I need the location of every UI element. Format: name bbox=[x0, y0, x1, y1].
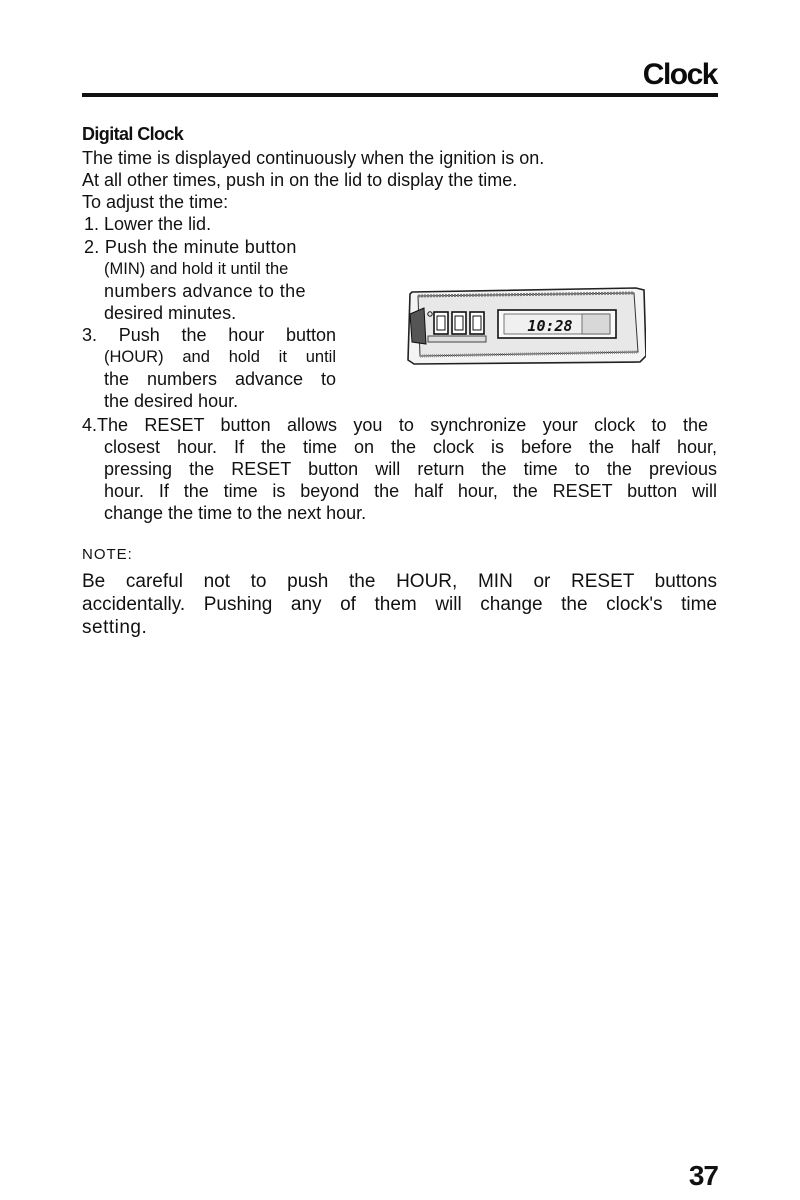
step-3-line-3: the numbers advance to bbox=[104, 369, 336, 389]
step-4-line-5: change the time to the next hour. bbox=[104, 503, 367, 523]
clock-display-time: 10:28 bbox=[527, 317, 573, 335]
intro-line-1: The time is displayed continuously when the ignition is on. bbox=[82, 148, 545, 168]
header-rule bbox=[82, 93, 718, 97]
note-label: NOTE: bbox=[82, 546, 133, 563]
note-line-2: accidentally. Pushing any of them will change the clock's time bbox=[82, 594, 717, 615]
step-4-line-2: closest hour. If the time on the clock is before the half hour, bbox=[104, 437, 717, 457]
note-line-1: Be careful not to push the HOUR, MIN or RESET buttons bbox=[82, 571, 717, 592]
step-4-line-3: pressing the RESET button will return the time to the previous bbox=[104, 459, 717, 479]
step-3-line-2: (HOUR) and hold it until bbox=[104, 348, 336, 366]
step-3-line-4: the desired hour. bbox=[104, 391, 239, 411]
section-heading: Digital Clock bbox=[82, 124, 184, 144]
intro-line-2: At all other times, push in on the lid to display the time. bbox=[82, 170, 518, 190]
note-line-3: setting. bbox=[82, 617, 148, 638]
step-1: 1. Lower the lid. bbox=[84, 214, 212, 234]
digital-clock-illustration-icon bbox=[404, 284, 646, 366]
intro-line-3: To adjust the time: bbox=[82, 192, 229, 212]
page-number: 37 bbox=[688, 1160, 718, 1191]
step-4-line-1: 4.The RESET button allows you to synchronize your clock to the bbox=[82, 415, 708, 435]
step-2-line-3: numbers advance to the bbox=[104, 281, 306, 301]
step-2-line-4: desired minutes. bbox=[104, 303, 237, 323]
step-4-line-4: hour. If the time is beyond the half hour, the RESET button will bbox=[104, 481, 717, 501]
step-2-line-2: (MIN) and hold it until the bbox=[104, 260, 289, 278]
step-2-line-1: 2. Push the minute button bbox=[84, 237, 297, 257]
step-3-line-1: 3. Push the hour button bbox=[82, 325, 336, 345]
page-title: Clock bbox=[642, 58, 717, 91]
